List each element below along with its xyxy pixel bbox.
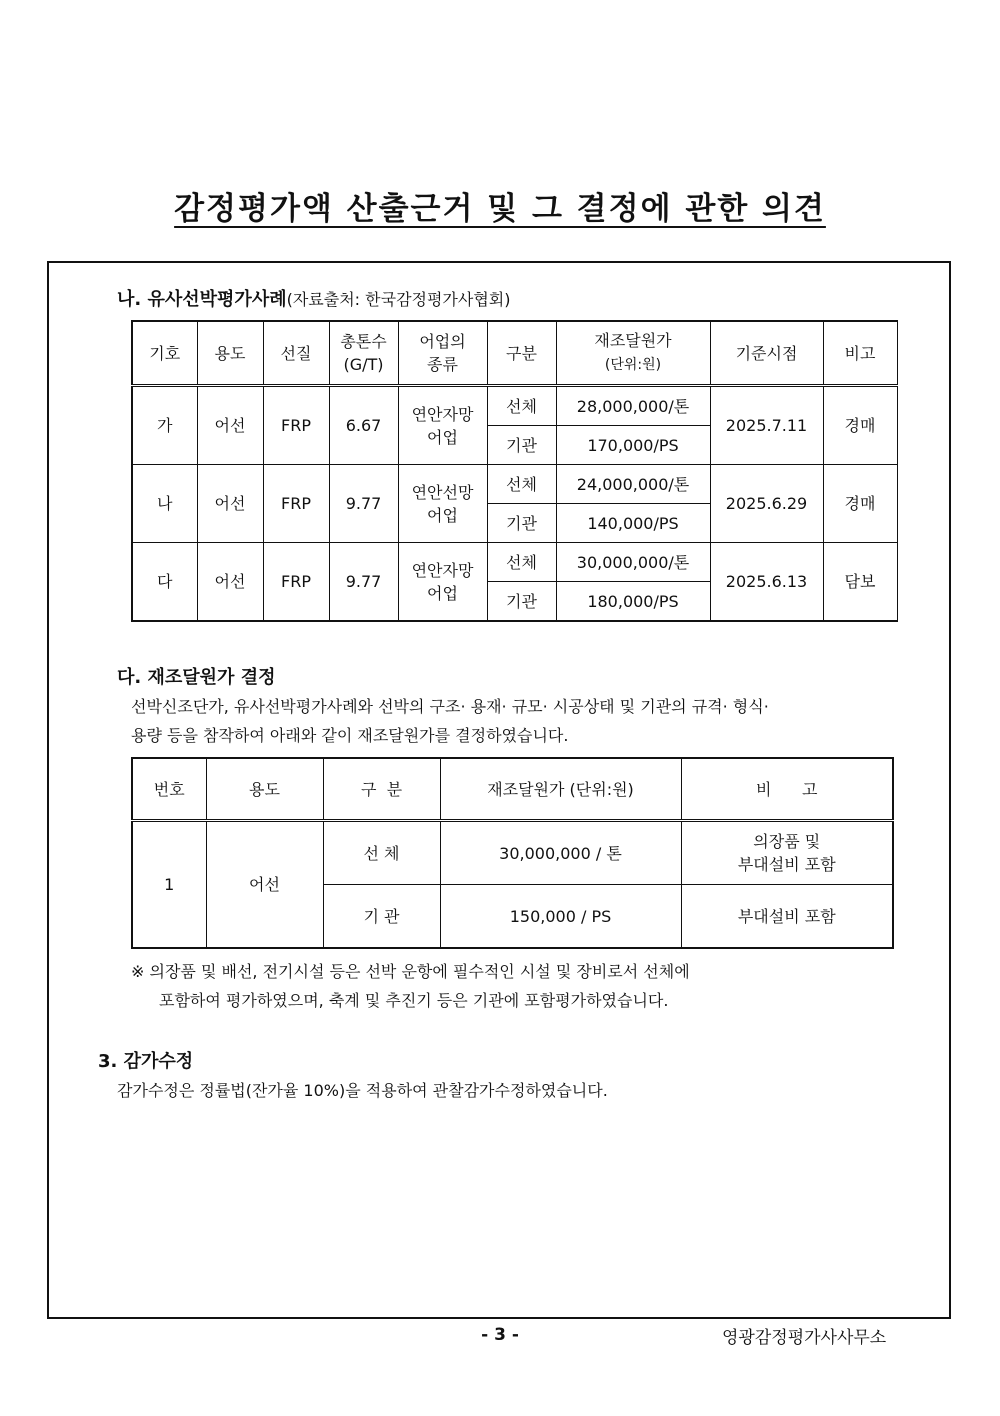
cell-fishery-line2: 어업 (427, 505, 458, 525)
cell-cost-hull: 24,000,000/톤 (556, 465, 710, 504)
cell-cost-hull: 28,000,000/톤 (556, 386, 710, 426)
cell-date: 2025.7.11 (710, 386, 823, 465)
section-3-heading: 3. 감가수정 (98, 1051, 194, 1072)
cell-remark-hull-line2: 부대설비 포함 (737, 855, 836, 874)
cell-remark-hull-line1: 의장품 및 (753, 832, 821, 851)
cell-no: 1 (132, 821, 206, 949)
header-cost (556, 321, 710, 386)
cell-cost-engine: 180,000/PS (556, 582, 710, 622)
section-da-note (131, 957, 690, 1015)
table-row (132, 386, 897, 426)
cell-division-hull: 선체 (487, 386, 556, 426)
header-use: 용도 (206, 758, 323, 821)
cell-fishery-line2: 어업 (427, 583, 458, 603)
cell-division-engine: 기관 (487, 582, 556, 622)
section-da-paragraph-line2: 용량 등을 참작하여 아래와 같이 재조달원가를 결정하였습니다. (131, 726, 569, 745)
cell-cost-hull: 30,000,000/톤 (556, 543, 710, 582)
cell-division-hull: 선체 (487, 465, 556, 504)
section-da-paragraph-line1: 선박신조단가, 유사선박평가사례와 선박의 구조· 용재· 규모· 시공상태 및 기관의 규격· 형식· (131, 697, 769, 716)
section-na-source: (자료출처: 한국감정평가사협회) (286, 290, 511, 309)
cell-date: 2025.6.29 (710, 465, 823, 543)
page-title-text: 감정평가액 산출근거 및 그 결정에 관한 의견 (174, 191, 826, 227)
cell-remark-engine: 부대설비 포함 (681, 885, 893, 949)
cell-remark-hull (681, 821, 893, 885)
cell-material: FRP (263, 386, 329, 465)
page-title (0, 183, 1000, 228)
cell-fishery (398, 386, 487, 465)
header-cost: 재조달원가 (단위:원) (440, 758, 681, 821)
cell-material: FRP (263, 465, 329, 543)
section-na-heading (117, 285, 511, 311)
header-cost-line1: 재조달원가 (594, 331, 672, 350)
section-da-paragraph (131, 692, 769, 750)
header-remark: 비고 (823, 321, 897, 386)
cell-use: 어선 (197, 465, 263, 543)
cell-fishery (398, 543, 487, 622)
similar-ship-cases-table (131, 320, 898, 622)
header-fishery-line2: 종류 (427, 355, 458, 374)
cell-code: 나 (132, 465, 197, 543)
header-date: 기준시점 (710, 321, 823, 386)
header-tonnage-line2: (G/T) (343, 355, 384, 374)
cell-remark: 경매 (823, 386, 897, 465)
cell-tonnage: 6.67 (329, 386, 398, 465)
note-line2: 포함하여 평가하였으며, 축계 및 추진기 등은 기관에 포함평가하였습니다. (159, 991, 669, 1010)
cell-remark: 경매 (823, 465, 897, 543)
cell-tonnage: 9.77 (329, 543, 398, 622)
office-name: 영광감정평가사사무소 (722, 1328, 887, 1348)
cell-fishery-line1: 연안선망 (411, 482, 474, 502)
cell-division-engine: 기관 (487, 426, 556, 465)
cell-cost-engine: 140,000/PS (556, 504, 710, 543)
header-remark: 비 고 (681, 758, 893, 821)
cell-fishery-line1: 연안자망 (411, 404, 474, 424)
cell-date: 2025.6.13 (710, 543, 823, 622)
cell-fishery-line1: 연안자망 (411, 560, 474, 580)
page-number: - 3 - (481, 1325, 519, 1345)
cell-use: 어선 (206, 821, 323, 949)
section-da-heading: 다. 재조달원가 결정 (117, 667, 276, 688)
cell-division-hull: 선 체 (323, 821, 440, 885)
cell-remark: 담보 (823, 543, 897, 622)
header-division: 구분 (487, 321, 556, 386)
header-cost-unit: (단위:원) (604, 357, 662, 373)
cell-cost-engine: 150,000 / PS (440, 885, 681, 949)
header-material: 선질 (263, 321, 329, 386)
cell-code: 가 (132, 386, 197, 465)
cell-cost-hull: 30,000,000 / 톤 (440, 821, 681, 885)
cell-tonnage: 9.77 (329, 465, 398, 543)
table-header-row (132, 758, 893, 821)
cell-division-hull: 선체 (487, 543, 556, 582)
section-na-title: 나. 유사선박평가사례 (117, 289, 287, 310)
cell-material: FRP (263, 543, 329, 622)
cell-use: 어선 (197, 543, 263, 622)
header-fishery (398, 321, 487, 386)
header-tonnage-line1: 총톤수 (340, 332, 387, 351)
cell-division-engine: 기 관 (323, 885, 440, 949)
cell-fishery (398, 465, 487, 543)
header-code: 기호 (132, 321, 197, 386)
section-3-text: 감가수정은 정률법(잔가율 10%)을 적용하여 관찰감가수정하였습니다. (117, 1081, 608, 1100)
cell-division-engine: 기관 (487, 504, 556, 543)
replacement-cost-table (131, 757, 894, 949)
note-line1: ※ 의장품 및 배선, 전기시설 등은 선박 운항에 필수적인 시설 및 장비로서 선체에 (131, 962, 690, 981)
cell-use: 어선 (197, 386, 263, 465)
header-no: 번호 (132, 758, 206, 821)
header-tonnage (329, 321, 398, 386)
cell-cost-engine: 170,000/PS (556, 426, 710, 465)
table-header-row (132, 321, 897, 386)
header-fishery-line1: 어업의 (419, 332, 466, 351)
table-row (132, 543, 897, 582)
table-row (132, 465, 897, 504)
header-division: 구 분 (323, 758, 440, 821)
header-use: 용도 (197, 321, 263, 386)
table-row (132, 821, 893, 885)
cell-fishery-line2: 어업 (427, 427, 458, 447)
cell-code: 다 (132, 543, 197, 622)
